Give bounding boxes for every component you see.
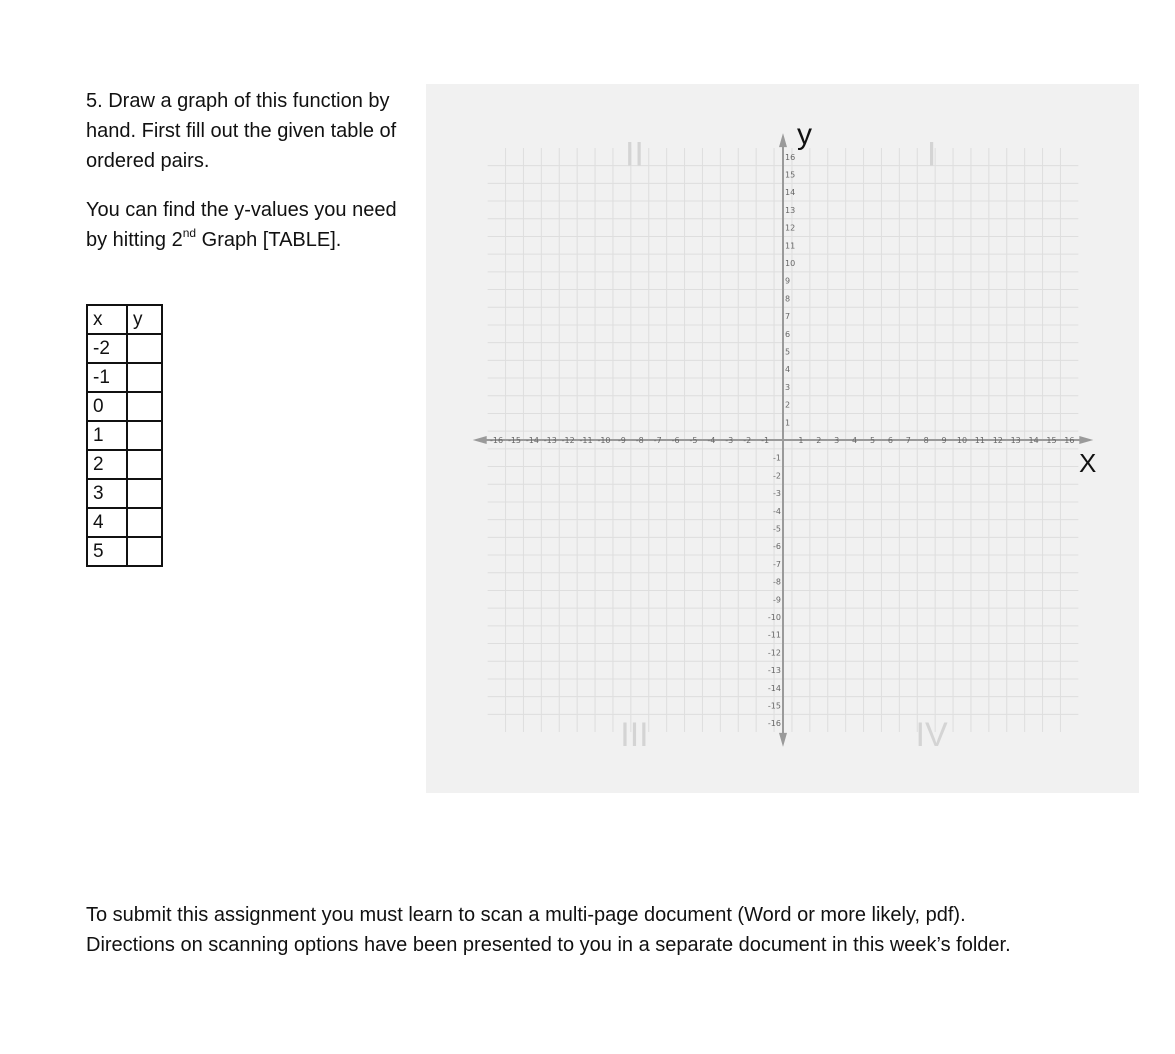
x-tick-label: -16: [490, 436, 504, 445]
problem-instructions: [86, 86, 416, 255]
x-tick-label: -14: [525, 436, 539, 445]
y-tick-label: -9: [773, 595, 781, 605]
y-tick-label: 7: [785, 312, 791, 322]
y-value-blank[interactable]: [127, 479, 162, 508]
y-tick-label: -14: [767, 683, 781, 693]
y-value-blank[interactable]: [127, 334, 162, 363]
y-tick-label: 5: [785, 347, 791, 357]
x-tick-label: -8: [635, 436, 644, 445]
y-tick-label: 11: [785, 241, 796, 251]
y-tick-label: -5: [773, 524, 781, 534]
y-tick-label: -7: [773, 559, 781, 569]
ordered-pairs-table: [86, 304, 163, 567]
x-tick-label: 8: [923, 436, 929, 445]
table-row: [87, 421, 162, 450]
y-tick-label: -10: [767, 613, 781, 622]
x-tick-label: 6: [887, 436, 893, 445]
y-tick-label: 16: [785, 152, 796, 162]
y-tick-label: 3: [785, 382, 791, 392]
table-row: [87, 450, 162, 479]
x-tick-label: -3: [725, 436, 734, 445]
y-value-blank[interactable]: [127, 537, 162, 566]
y-tick-label: 9: [785, 276, 791, 286]
y-axis-up-arrow: [779, 133, 787, 147]
x-tick-label: 16: [1064, 436, 1075, 445]
x-tick-label: -2: [743, 436, 752, 445]
x-tick-label: 10: [956, 436, 968, 445]
hint-superscript: nd: [182, 226, 197, 240]
y-tick-label: 10: [785, 259, 796, 268]
table-row: [87, 363, 162, 392]
problem-statement: 5. Draw a graph of this function by hand. First fill out the given table of ordered pairs.: [86, 90, 397, 172]
y-value-blank[interactable]: [127, 450, 162, 479]
table-row: [87, 334, 162, 363]
y-value-blank[interactable]: [127, 392, 162, 421]
y-tick-label: 2: [785, 400, 791, 410]
y-tick-label: 4: [785, 365, 791, 375]
y-tick-label: -13: [767, 666, 781, 676]
table-row: [87, 392, 162, 421]
x-tick-label: -7: [653, 436, 662, 445]
y-tick-label: -16: [767, 719, 781, 729]
x-tick-label: 15: [1046, 436, 1057, 445]
y-value-blank[interactable]: [127, 363, 162, 392]
x-value: -1: [87, 363, 127, 392]
y-axis-down-arrow: [779, 733, 787, 747]
y-tick-label: 15: [785, 170, 796, 180]
x-column-header: x: [87, 305, 127, 334]
y-tick-label: -4: [773, 506, 781, 516]
x-tick-label: 3: [834, 436, 840, 445]
coordinate-plane[interactable]: [426, 84, 1139, 793]
x-axis-left-arrow: [473, 436, 487, 444]
y-tick-label: -15: [767, 701, 781, 711]
table-row: [87, 479, 162, 508]
x-tick-label: 4: [852, 436, 858, 445]
y-column-header: y: [127, 305, 162, 334]
x-tick-label: 13: [1010, 436, 1021, 445]
x-value: 1: [87, 421, 127, 450]
y-tick-label: 6: [785, 329, 791, 339]
y-tick-label: 1: [785, 418, 791, 428]
x-tick-label: -9: [617, 436, 626, 445]
y-tick-label: -11: [767, 630, 781, 640]
y-tick-label: 13: [785, 205, 796, 215]
submission-instructions: To submit this assignment you must learn to scan a multi-page document (Word or more likely, pdf). Directions on scanning options have been presented to you in a separate document in this week’s folder.: [86, 904, 1011, 956]
x-tick-label: -4: [707, 436, 716, 445]
y-axis-label: y: [797, 118, 812, 151]
x-value: 0: [87, 392, 127, 421]
table-header-row: [87, 305, 162, 334]
x-tick-label: -1: [761, 436, 770, 445]
y-value-blank[interactable]: [127, 421, 162, 450]
y-tick-label: 14: [785, 188, 796, 198]
x-value: 5: [87, 537, 127, 566]
quadrant-label-ii: II: [624, 135, 644, 174]
y-tick-label: 8: [785, 294, 791, 304]
x-tick-label: 14: [1028, 436, 1039, 445]
hint-text-end: Graph [TABLE].: [196, 229, 342, 251]
x-value: 2: [87, 450, 127, 479]
x-axis-label: X: [1079, 448, 1097, 478]
quadrant-label-iv: IV: [915, 715, 948, 754]
x-tick-label: 1: [798, 436, 804, 445]
y-tick-label: -8: [773, 577, 781, 587]
coordinate-grid-panel: [426, 84, 1139, 793]
x-value: 4: [87, 508, 127, 537]
x-value: -2: [87, 334, 127, 363]
hint-text: You can find the y-values you need by hitting 2: [86, 199, 397, 251]
x-tick-label: 5: [869, 436, 876, 445]
x-tick-label: -10: [597, 436, 611, 445]
y-tick-label: -6: [773, 542, 781, 552]
x-tick-label: -15: [507, 436, 522, 445]
x-tick-label: -6: [671, 436, 680, 445]
x-tick-label: 11: [974, 436, 985, 445]
table-row: [87, 508, 162, 537]
x-axis-right-arrow: [1079, 436, 1093, 444]
table-row: [87, 537, 162, 566]
x-tick-label: 12: [992, 436, 1003, 445]
x-tick-label: -13: [543, 436, 557, 445]
y-value-blank[interactable]: [127, 508, 162, 537]
x-tick-label: 7: [905, 436, 911, 445]
quadrant-label-iii: III: [620, 715, 649, 754]
y-tick-label: -2: [773, 471, 781, 481]
y-tick-label: -1: [773, 453, 781, 463]
x-tick-label: -11: [579, 436, 593, 445]
x-tick-label: 9: [941, 436, 947, 445]
x-tick-label: -12: [561, 436, 575, 445]
x-tick-label: -5: [689, 436, 698, 445]
quadrant-label-i: I: [926, 135, 937, 174]
y-tick-label: -12: [767, 648, 781, 658]
x-value: 3: [87, 479, 127, 508]
x-tick-label: 2: [816, 436, 822, 445]
y-tick-label: -3: [773, 489, 781, 499]
y-tick-label: 12: [785, 223, 796, 233]
calculator-hint: [86, 195, 416, 255]
